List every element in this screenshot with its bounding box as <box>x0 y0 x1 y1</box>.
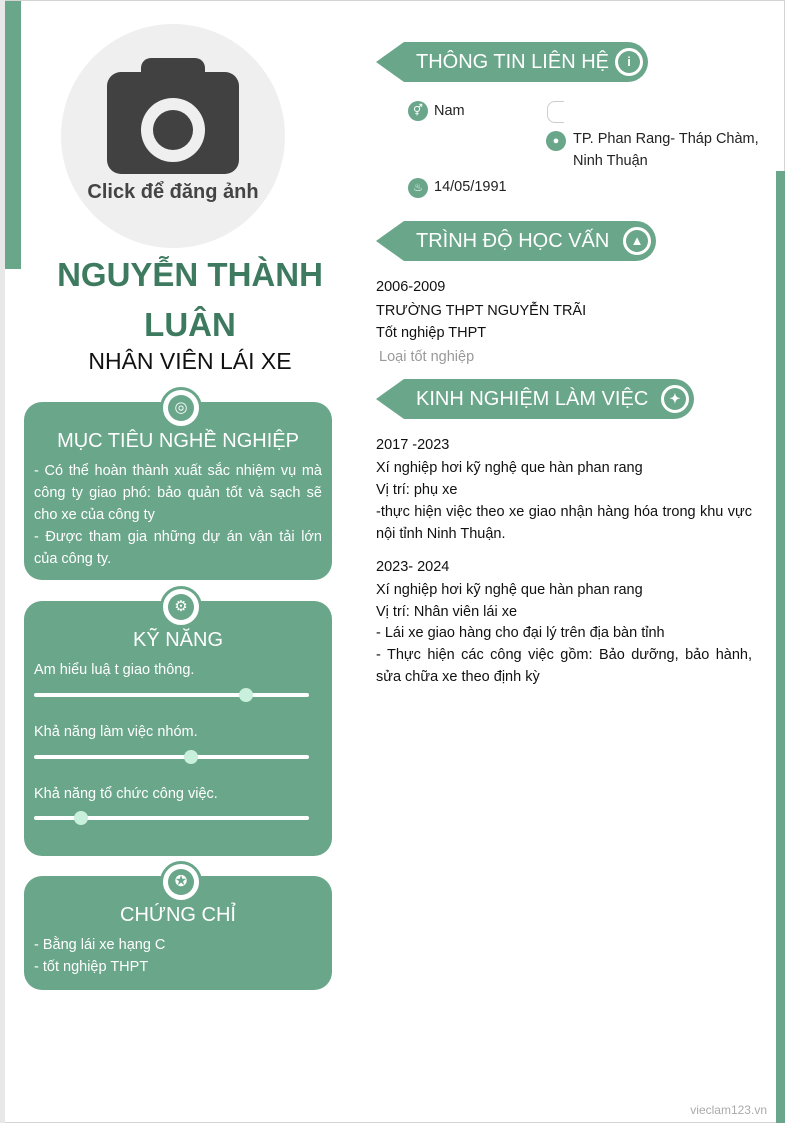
certificate-item: - tốt nghiệp THPT <box>34 959 149 975</box>
graduation-cap-icon: ▲ <box>620 224 654 258</box>
certificates-list[interactable] <box>34 934 322 978</box>
gender-icon: ⚥ <box>408 101 428 121</box>
skill-knob[interactable] <box>74 811 88 825</box>
job-period[interactable]: 2023- 2024 <box>376 559 450 575</box>
certificates-title: CHỨNG CHỈ <box>120 904 236 926</box>
education-title: TRÌNH ĐỘ HỌC VẤN <box>416 230 610 252</box>
skill-label: Khả năng làm việc nhóm. <box>34 724 198 740</box>
skill-label: Khả năng tổ chức công việc. <box>34 786 218 802</box>
birthday-cake-icon: ♨ <box>408 178 428 198</box>
job-description[interactable]: - Thực hiện các công việc gồm: Bảo dưỡng, bảo hành, sửa chữa xe theo định kỳ <box>376 647 752 685</box>
candidate-position[interactable]: NHÂN VIÊN LÁI XE <box>88 348 292 374</box>
candidate-name[interactable] <box>30 250 350 350</box>
skills-title: KỸ NĂNG <box>132 629 224 651</box>
contact-title: THÔNG TIN LIÊN HỆ <box>416 51 609 73</box>
education-grade-field[interactable]: Loại tốt nghiệp <box>379 349 475 365</box>
phone-field-placeholder[interactable] <box>547 101 564 123</box>
candidate-name-line2: LUÂN <box>144 306 236 343</box>
avatar-upload[interactable] <box>61 24 285 248</box>
education-section-header <box>376 221 656 261</box>
education-period[interactable]: 2006-2009 <box>376 279 446 295</box>
skill-knob[interactable] <box>239 688 253 702</box>
gears-icon: ⚙ <box>160 586 202 628</box>
birthdate-value[interactable]: 14/05/1991 <box>434 179 507 195</box>
job-period[interactable]: 2017 -2023 <box>376 437 450 453</box>
skills-card <box>24 601 332 856</box>
watermark: vieclam123.vn <box>690 1103 767 1117</box>
education-school[interactable]: TRƯỜNG THPT NGUYỄN TRÃI <box>376 303 587 319</box>
award-icon: ✪ <box>160 861 202 903</box>
info-icon: i <box>612 45 646 79</box>
objective-line: - Có thể hoàn thành xuất sắc nhiệm vụ mà công ty giao phó: bảo quản tốt và sạch sẽ cho xe của công ty <box>34 463 322 523</box>
right-accent-bar <box>776 171 785 1123</box>
objective-line: - Được tham gia những dự án vận tải lớn của công ty. <box>34 529 322 567</box>
skill-bar[interactable] <box>34 755 309 759</box>
left-accent-bar <box>5 1 21 269</box>
sparkle-icon: ✦ <box>658 382 692 416</box>
job-description[interactable]: -thực hiện việc theo xe giao nhận hàng hóa trong khu vực nội tỉnh Ninh Thuận. <box>376 504 752 542</box>
objective-text[interactable] <box>34 460 322 570</box>
job-company[interactable]: Xí nghiệp hơi kỹ nghệ que hàn phan rang <box>376 582 643 598</box>
certificate-item: - Bằng lái xe hạng C <box>34 937 166 953</box>
avatar-upload-label: Click để đăng ảnh <box>87 181 259 203</box>
target-icon: ◎ <box>160 387 202 429</box>
job-role[interactable]: Vị trí: phụ xe <box>376 482 458 498</box>
candidate-name-line1: NGUYỄN THÀNH <box>57 256 323 293</box>
objective-title: MỤC TIÊU NGHỀ NGHIỆP <box>57 430 299 452</box>
job-company[interactable]: Xí nghiệp hơi kỹ nghệ que hàn phan rang <box>376 460 643 476</box>
experience-section-header <box>376 379 694 419</box>
experience-title: KINH NGHIỆM LÀM VIỆC <box>416 388 649 410</box>
skill-knob[interactable] <box>184 750 198 764</box>
job-description[interactable]: - Lái xe giao hàng cho đại lý trên địa bàn tỉnh <box>376 625 665 641</box>
education-degree[interactable]: Tốt nghiệp THPT <box>376 325 487 341</box>
job-role[interactable]: Vị trí: Nhân viên lái xe <box>376 604 518 620</box>
gender-value[interactable]: Nam <box>434 103 465 119</box>
skill-bar[interactable] <box>34 816 309 820</box>
contact-section-header <box>376 42 648 82</box>
location-icon: ● <box>546 131 566 151</box>
skill-bar[interactable] <box>34 693 309 697</box>
address-value[interactable]: TP. Phan Rang- Tháp Chàm, Ninh Thuận <box>573 131 759 169</box>
skill-label: Am hiểu luậ t giao thông. <box>34 662 195 678</box>
